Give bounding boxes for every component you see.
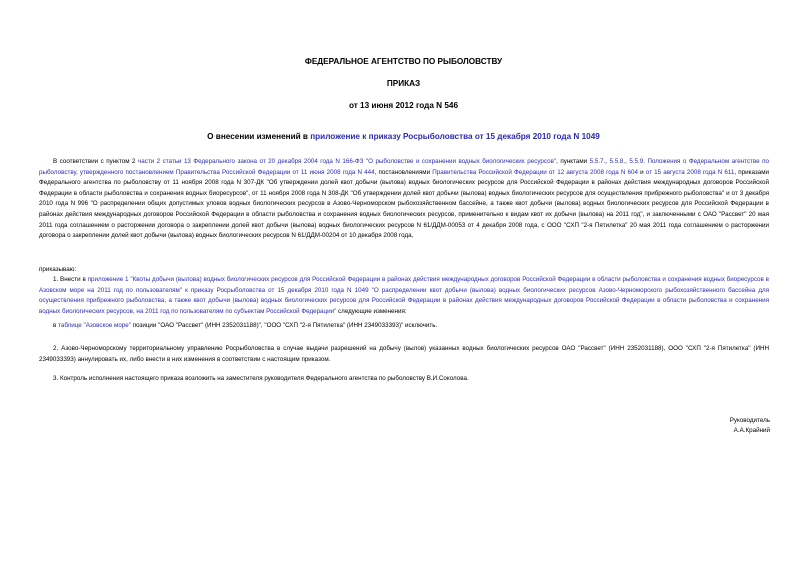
preamble-text: , [625, 158, 630, 165]
preamble-link-557[interactable]: 5.5.7. [589, 158, 606, 165]
preamble-paragraph [39, 157, 769, 242]
document-title [0, 132, 807, 141]
preamble-text: , постановлениями [374, 168, 433, 176]
preamble-link-611[interactable]: от 15 августа 2008 года N 611 [645, 168, 735, 176]
preamble-text: , пунктами [556, 158, 590, 165]
preamble-text: , приказами Федерального агентства по рыболовству от 11 ноября 2008 года N 307-ДК "Об утверждении долей квот добычи (вылова) водных биологических ресурсов для Российской Федерации в районах действия международных договоров Российской Федерации в области рыболовства и сохранения водных биоресурсов", от 11 ноября 2008 года N 308-ДК "Об утверждении долей квот добычи (вылова) водных биологических ресурсов для осуществления прибрежного рыболовства" и от 3 декабря 2010 года N 996 "О распределении общих допустимых уловов водных биологических ресурсов в Азово-Черноморском рыбохозяйственном бассейне, а также квот добычи (вылова) водных биологических ресурсов для Российской Федерации в районах действия международных договоров Российской Федерации в области рыболовства и сохранения водных биологических ресурсов, применительно к видам квот их добычи (вылова) на 2011 год", и заключенными с ОАО "Рассвет" 20 мая 2011 года соглашением о расторжении договора о закреплении долей квот добычи (вылова) водных биологических ресурсов N 61/ДДМ-00053 от 4 декабря 2008 года, с ООО "СХП "2-я Пятилетка" 20 мая 2011 года соглашением о расторжении договора о закреплении долей квот добычи (вылова) водных биологических ресурсов N 61/ДДМ-00204 от 10 декабря 2008 года, [39, 168, 770, 240]
preamble-text: , [605, 158, 610, 165]
preamble-text: В соответствии с пунктом 2 [53, 158, 138, 165]
item1-link-appendix[interactable]: приложение 1 "Квоты добычи (вылова) водных биологических ресурсов для Российской Федерации в районах действия международных договоров Российской Федерации в области рыболовства и сохранения водных биоресурсов в Азовском море на 2011 год по пользователям" к приказу Росрыболовства от 15 декабря 2010 года N 1049 "О распределении квот добычи (вылова) водных биологических ресурсов Азово-Черноморского рыбохозяйственного бассейна для осуществления прибрежного рыболовства, а также квот добычи (вылова) водных биологических ресурсов для Российской Федерации в районах действия международных договоров Российской Федерации в области рыболовства и сохранения водных биологических ресурсов, на 2011 год по пользователям по субъектам Российской Федерации" [39, 276, 769, 315]
document-date-number: от 13 июня 2012 года N 546 [348, 101, 459, 110]
title-prefix: О внесении изменений в [207, 132, 311, 141]
order-word-text: приказываю: [39, 266, 77, 273]
item3-text: 3. Контроль исполнения настоящего приказа возложить на заместителя руководителя Федерального агентства по рыболовству В.И.Соколова. [53, 375, 469, 382]
item1-text: следующие изменения: [336, 307, 407, 315]
order-word [39, 265, 769, 276]
item1-sub-link-table[interactable]: таблице "Азовское море" [58, 322, 131, 329]
preamble-link-559[interactable]: 5.5.9. Положения о Федеральном агентстве по рыболовству, утвержденного постановлением Правительства Российской Федерации от 11 июня 2008 года N 444 [39, 158, 769, 176]
item-3-paragraph [39, 374, 769, 385]
item-2-paragraph [39, 344, 769, 365]
preamble-link-558[interactable]: 5.5.8. [609, 158, 626, 165]
preamble-text: и [637, 168, 646, 176]
item1-sub-text: позиции "ОАО "Рассвет" (ИНН 2352031188)", "ООО "СХП "2-я Пятилетка" (ИНН 2349033393)" исключить. [130, 322, 438, 329]
agency-name: ФЕДЕРАЛЬНОЕ АГЕНТСТВО ПО РЫБОЛОВСТВУ [304, 57, 503, 66]
item-1-paragraph [39, 275, 769, 317]
item-1-sub-paragraph [39, 321, 769, 332]
signature-name: А.А.Крайний [733, 427, 770, 434]
item1-text: 1. Внести в [53, 276, 88, 283]
document-type: ПРИКАЗ [386, 79, 421, 88]
title-link[interactable]: приложение к приказу Росрыболовства от 15 декабря 2010 года N 1049 [310, 132, 600, 141]
signature-position: Руководитель [729, 417, 770, 424]
item2-text: 2. Азово-Черноморскому территориальному управлению Росрыболовства в случае выдачи разрешений на добычу (вылов) указанных водных биологических ресурсов ОАО "Рассвет" (ИНН 2352031188), ООО "СХП "2-я Пятилетка" (ИНН 2349033393) аннулировать их, либо внести в них изменения в соответствии с настоящим приказом. [39, 345, 769, 363]
preamble-link-law[interactable]: части 2 статьи 13 Федерального закона от 20 декабря 2004 года N 166-ФЗ "О рыболовстве и сохранении водных биологических ресурсов" [137, 158, 557, 165]
item1-sub-text: в [53, 322, 59, 329]
preamble-link-604[interactable]: Правительства Российской Федерации от 12 августа 2008 года N 604 [432, 168, 638, 176]
